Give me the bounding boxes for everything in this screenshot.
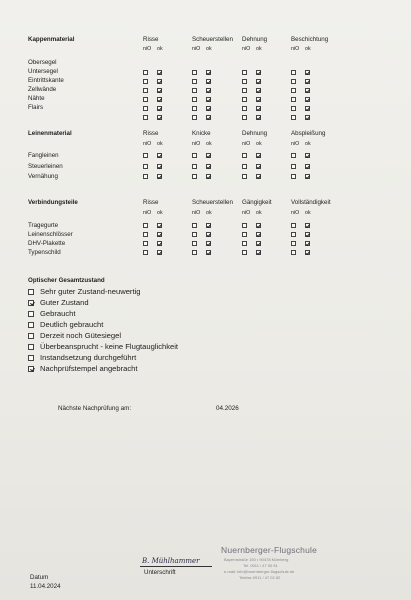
checkbox-nio[interactable] <box>192 250 197 255</box>
signature-handwriting: B. Mühlhammer <box>142 557 200 565</box>
checkbox-nio[interactable] <box>143 79 148 84</box>
sub-nio: niO <box>143 46 152 52</box>
checkbox-nio[interactable] <box>192 97 197 102</box>
condition-checkbox[interactable] <box>28 333 34 339</box>
sub-ok: ok <box>157 210 163 216</box>
checkbox-ok[interactable] <box>157 223 162 228</box>
checkbox-ok[interactable] <box>206 106 211 111</box>
col-header-abspleissung: Abspleißung <box>291 130 326 137</box>
checkbox-nio[interactable] <box>192 164 197 169</box>
checkbox-ok[interactable] <box>305 164 310 169</box>
checkbox-nio[interactable] <box>242 241 247 246</box>
checkbox-ok[interactable] <box>305 153 310 158</box>
checkbox-nio[interactable] <box>242 115 247 120</box>
checkbox-nio[interactable] <box>291 250 296 255</box>
checkbox-nio[interactable] <box>242 79 247 84</box>
checkbox-nio[interactable] <box>143 241 148 246</box>
checkbox-nio[interactable] <box>242 106 247 111</box>
checkbox-ok[interactable] <box>206 223 211 228</box>
signature-line <box>140 566 212 567</box>
row-label-tragegurte: Tragegurte <box>28 222 59 229</box>
condition-label: Überbeansprucht - keine Flugtauglichkeit <box>40 342 179 351</box>
checkbox-nio[interactable] <box>291 223 296 228</box>
col-header-risse: Risse <box>143 130 159 137</box>
checkbox-nio[interactable] <box>291 79 296 84</box>
checkbox-nio[interactable] <box>242 70 247 75</box>
sub-ok: ok <box>305 141 311 147</box>
checkbox-ok[interactable] <box>256 106 261 111</box>
col-header-risse: Risse <box>143 199 159 206</box>
checkbox-ok[interactable] <box>157 250 162 255</box>
checkbox-ok[interactable] <box>206 174 211 179</box>
checkbox-nio[interactable] <box>192 232 197 237</box>
col-header-beschichtung: Beschichtung <box>291 36 329 43</box>
col-header-vollstaendigkeit: Vollständigkeit <box>291 199 331 206</box>
col-header-knicke: Knicke <box>192 130 211 137</box>
condition-label: Nachprüfstempel angebracht <box>40 364 138 373</box>
checkbox-ok[interactable] <box>305 241 310 246</box>
checkbox-ok[interactable] <box>206 153 211 158</box>
checkbox-nio[interactable] <box>242 88 247 93</box>
checkbox-ok[interactable] <box>305 174 310 179</box>
stamp-email: e-mail: info@nuernberger-flugschule.de <box>224 569 295 574</box>
condition-label: Sehr guter Zustand-neuwertig <box>40 287 141 296</box>
sub-ok: ok <box>206 141 212 147</box>
section-title-leinenmaterial: Leinenmaterial <box>28 130 72 137</box>
checkbox-ok[interactable] <box>206 79 211 84</box>
section-title-kappenmaterial: Kappenmaterial <box>28 36 75 43</box>
checkbox-nio[interactable] <box>291 70 296 75</box>
condition-checkbox[interactable] <box>28 300 34 306</box>
checkbox-nio[interactable] <box>242 232 247 237</box>
row-label-typenschild: Typenschild <box>28 249 61 256</box>
checkbox-nio[interactable] <box>291 88 296 93</box>
checkbox-nio[interactable] <box>143 70 148 75</box>
checkbox-ok[interactable] <box>206 97 211 102</box>
checkbox-ok[interactable] <box>256 115 261 120</box>
row-label-zellwaende: Zellwände <box>28 86 57 93</box>
checkbox-ok[interactable] <box>256 97 261 102</box>
stamp-fax: Telefax 0911 / 47 02 82 <box>239 575 281 580</box>
checkbox-ok[interactable] <box>157 106 162 111</box>
sub-ok: ok <box>206 210 212 216</box>
section-title-verbindungsteile: Verbindungsteile <box>28 199 78 206</box>
date-label: Datum <box>30 574 49 581</box>
condition-checkbox[interactable] <box>28 289 34 295</box>
col-header-dehnung: Dehnung <box>242 36 268 43</box>
condition-label: Derzeit noch Gütesiegel <box>40 331 122 340</box>
checkbox-ok[interactable] <box>256 223 261 228</box>
checkbox-ok[interactable] <box>256 241 261 246</box>
checkbox-nio[interactable] <box>192 174 197 179</box>
sub-nio: niO <box>242 46 251 52</box>
condition-label: Gebraucht <box>40 309 76 318</box>
checkbox-nio[interactable] <box>192 88 197 93</box>
sub-ok: ok <box>157 46 163 52</box>
checkbox-ok[interactable] <box>305 70 310 75</box>
checkbox-ok[interactable] <box>305 250 310 255</box>
sub-nio: niO <box>192 210 201 216</box>
checkbox-nio[interactable] <box>143 88 148 93</box>
checkbox-ok[interactable] <box>256 232 261 237</box>
checkbox-ok[interactable] <box>206 241 211 246</box>
checkbox-ok[interactable] <box>256 164 261 169</box>
condition-checkbox[interactable] <box>28 366 34 372</box>
sub-nio: niO <box>192 141 201 147</box>
checkbox-nio[interactable] <box>143 250 148 255</box>
checkbox-nio[interactable] <box>242 174 247 179</box>
sub-ok: ok <box>157 141 163 147</box>
checkbox-nio[interactable] <box>143 164 148 169</box>
checkbox-nio[interactable] <box>192 115 197 120</box>
checkbox-ok[interactable] <box>305 232 310 237</box>
condition-checkbox[interactable] <box>28 311 34 317</box>
checkbox-nio[interactable] <box>143 106 148 111</box>
next-inspection-date: 04.2026 <box>216 405 239 412</box>
checkbox-ok[interactable] <box>206 115 211 120</box>
sub-ok: ok <box>256 46 262 52</box>
checkbox-nio[interactable] <box>291 115 296 120</box>
condition-label: Guter Zustand <box>40 298 89 307</box>
condition-checkbox[interactable] <box>28 322 34 328</box>
checkbox-nio[interactable] <box>242 97 247 102</box>
checkbox-nio[interactable] <box>192 241 197 246</box>
col-header-dehnung: Dehnung <box>242 130 268 137</box>
checkbox-ok[interactable] <box>206 70 211 75</box>
checkbox-nio[interactable] <box>143 153 148 158</box>
sub-nio: niO <box>291 141 300 147</box>
sub-ok: ok <box>206 46 212 52</box>
sub-nio: niO <box>291 46 300 52</box>
stamp-phone: Tel. 0911 / 47 00 61 <box>243 563 278 568</box>
row-label-steuerleinen: Steuerleinen <box>28 163 63 170</box>
checkbox-nio[interactable] <box>143 223 148 228</box>
checkbox-ok[interactable] <box>157 174 162 179</box>
checkbox-ok[interactable] <box>157 232 162 237</box>
checkbox-nio[interactable] <box>192 70 197 75</box>
checkbox-ok[interactable] <box>256 153 261 158</box>
checkbox-ok[interactable] <box>256 174 261 179</box>
stamp-school-name: Nuernberger-Flugschule <box>221 545 318 555</box>
condition-checkbox[interactable] <box>28 355 34 361</box>
col-header-scheuerstellen: Scheuerstellen <box>192 199 233 206</box>
checkbox-ok[interactable] <box>305 106 310 111</box>
checkbox-nio[interactable] <box>143 97 148 102</box>
checkbox-ok[interactable] <box>157 241 162 246</box>
condition-label: Deutlich gebraucht <box>40 320 104 329</box>
checkbox-nio[interactable] <box>242 223 247 228</box>
checkbox-nio[interactable] <box>291 232 296 237</box>
condition-label: Instandsetzung durchgeführt <box>40 353 137 362</box>
checkbox-nio[interactable] <box>143 174 148 179</box>
checkbox-ok[interactable] <box>305 79 310 84</box>
checkbox-nio[interactable] <box>291 106 296 111</box>
checkbox-nio[interactable] <box>291 97 296 102</box>
row-label-vernaehung: Vernähung <box>28 173 58 180</box>
signature-label: Unterschrift <box>144 569 176 576</box>
checkbox-ok[interactable] <box>256 70 261 75</box>
checkbox-ok[interactable] <box>305 97 310 102</box>
sub-nio: niO <box>291 210 300 216</box>
sub-ok: ok <box>256 210 262 216</box>
checkbox-ok[interactable] <box>157 97 162 102</box>
col-header-gaengigkeit: Gängigkeit <box>242 199 272 206</box>
checkbox-ok[interactable] <box>157 70 162 75</box>
school-stamp <box>221 545 346 585</box>
date-value: 11.04.2024 <box>30 583 61 590</box>
checkbox-ok[interactable] <box>305 223 310 228</box>
sub-nio: niO <box>143 141 152 147</box>
sub-ok: ok <box>305 46 311 52</box>
row-label-eintrittskante: Eintrittskante <box>28 77 64 84</box>
checkbox-nio[interactable] <box>192 79 197 84</box>
row-label-obersegel: Obersegel <box>28 59 57 66</box>
next-inspection-label: Nächste Nachprüfung am: <box>58 405 132 412</box>
checkbox-ok[interactable] <box>305 115 310 120</box>
checkbox-nio[interactable] <box>291 241 296 246</box>
sub-nio: niO <box>242 141 251 147</box>
checkbox-ok[interactable] <box>157 88 162 93</box>
checkbox-ok[interactable] <box>256 88 261 93</box>
checkbox-nio[interactable] <box>291 174 296 179</box>
checkbox-nio[interactable] <box>242 153 247 158</box>
checkbox-nio[interactable] <box>143 115 148 120</box>
row-label-leinenschloesser: Leinenschlösser <box>28 231 73 238</box>
sub-nio: niO <box>242 210 251 216</box>
checkbox-nio[interactable] <box>192 223 197 228</box>
checkbox-ok[interactable] <box>157 153 162 158</box>
row-label-fangleinen: Fangleinen <box>28 152 59 159</box>
checkbox-nio[interactable] <box>242 164 247 169</box>
checkbox-ok[interactable] <box>206 250 211 255</box>
checkbox-nio[interactable] <box>192 153 197 158</box>
row-label-naehte: Nähte <box>28 95 45 102</box>
checkbox-ok[interactable] <box>256 79 261 84</box>
checkbox-nio[interactable] <box>291 153 296 158</box>
stamp-address: Bayernstraße 150 • 90478 Nürnberg <box>224 557 289 562</box>
checkbox-ok[interactable] <box>157 164 162 169</box>
col-header-scheuerstellen: Scheuerstellen <box>192 36 233 43</box>
checkbox-ok[interactable] <box>157 115 162 120</box>
section-title-gesamtzustand: Optischer Gesamtzustand <box>28 277 105 284</box>
checkbox-nio[interactable] <box>143 232 148 237</box>
checkbox-ok[interactable] <box>157 79 162 84</box>
row-label-untersegel: Untersegel <box>28 68 58 75</box>
checkbox-nio[interactable] <box>192 106 197 111</box>
sub-nio: niO <box>143 210 152 216</box>
sub-ok: ok <box>305 210 311 216</box>
checkbox-nio[interactable] <box>242 250 247 255</box>
sub-ok: ok <box>256 141 262 147</box>
condition-checkbox[interactable] <box>28 344 34 350</box>
row-label-flairs: Flairs <box>28 104 44 111</box>
checkbox-ok[interactable] <box>256 250 261 255</box>
col-header-risse: Risse <box>143 36 159 43</box>
checkbox-nio[interactable] <box>291 164 296 169</box>
checkbox-ok[interactable] <box>305 88 310 93</box>
checkbox-ok[interactable] <box>206 232 211 237</box>
checkbox-ok[interactable] <box>206 164 211 169</box>
row-label-dhv-plakette: DHV-Plakette <box>28 240 66 247</box>
checkbox-ok[interactable] <box>206 88 211 93</box>
sub-nio: niO <box>192 46 201 52</box>
